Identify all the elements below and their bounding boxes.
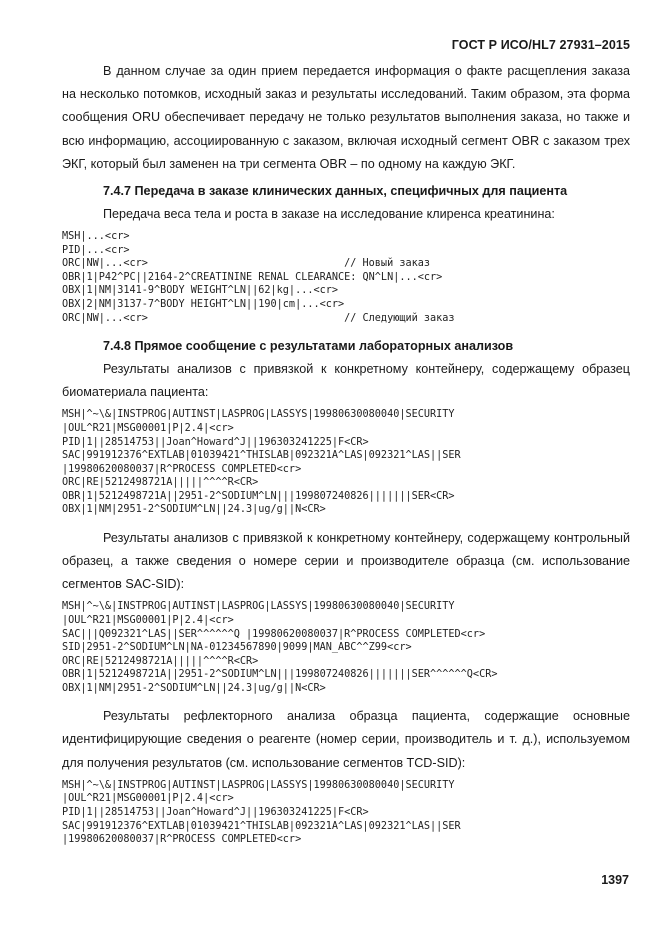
running-header: ГОСТ Р ИСО/HL7 27931–2015 [451, 38, 630, 52]
page-number: 1397 [601, 873, 629, 887]
code-block-reflex-analysis: MSH|^~\&|INSTPROG|AUTINST|LASPROG|LASSYS|19980630080040|SECURITY |OUL^R21|MSG00001|P|2.4|<cr> PID|1||28514753||Joan^Howard^J||196303241225|F<CR> SAC|991912376^EXTLAB|01039421^THISLAB|092321A^LAS|092321^LAS||SER |19980620080037|R^PROCESS COMPLETED<cr> [62, 779, 461, 846]
paragraph-control-sample: Результаты анализов с привязкой к конкретному контейнеру, содержащему контрольный образец, а также сведения о номере серии и производителе образца (см. использование сегментов SAC-SID): [62, 530, 630, 592]
paragraph-container-results: Результаты анализов с привязкой к конкретному контейнеру, содержащему образец биоматериала пациента: [62, 362, 630, 400]
paragraph-reflex-analysis: Результаты рефлекторного анализа образца пациента, содержащие основные идентифицирующие сведения о реагенте (номер серии, производитель и т. д.), используемом для получения результатов (см. использование сегментов TCD-SID): [62, 709, 630, 770]
section-heading-7-4-8: 7.4.8 Прямое сообщение с результатами лабораторных анализов [103, 339, 514, 354]
code-block-clearance-order: MSH|...<cr> PID|...<cr> ORC|NW|...<cr> // Новый заказ OBR|1|P42^PC||2164-2^CREATININE RENAL CLEARANCE: QN^LN|...<cr> OBX|1|NM|3141-9^BODY WEIGHT^LN||62|kg|...<cr> OBX|2|NM|3137-7^BODY HEIGHT^LN||190|cm|...<cr> ORC|NW|...<cr> // Следующий заказ [62, 231, 455, 324]
code-block-patient-sample: MSH|^~\&|INSTPROG|AUTINST|LASPROG|LASSYS|19980630080040|SECURITY |OUL^R21|MSG00001|P|2.4|<cr> PID|1||28514753||Joan^Howard^J||196303241225|F<CR> SAC|991912376^EXTLAB|01039421^THISLAB|092321A^LAS|092321^LAS||SER |19980620080037|R^PROCESS COMPLETED<cr> ORC|RE|5212498721A|||||^^^^R<CR> OBR|1|5212498721A||2951-2^SODIUM^LN|||199807240826|||||||SER<CR> OBX|1|NM|2951-2^SODIUM^LN||24.3|ug/g||N<CR> [62, 409, 461, 516]
paragraph-weight-height: Передача веса тела и роста в заказе на исследование клиренса креатинина: [103, 207, 555, 222]
section-heading-7-4-7: 7.4.7 Передача в заказе клинических данных, специфичных для пациента [103, 184, 568, 199]
paragraph-order-split: В данном случае за один прием передается информация о факте расщепления заказа на несколько потомков, исходный заказ и результаты исследований. Таким образом, эта форма сообщения ORU обеспечивает передачу не только результатов выполнения заказа, но также и всю информацию, ассоциированную с заказом, включая исходный сегмент OBR с заказом трех ЭКГ, который был заменен на три сегмента OBR – по одному на каждую ЭКГ. [62, 64, 630, 171]
code-block-control-sample: MSH|^~\&|INSTPROG|AUTINST|LASPROG|LASSYS|19980630080040|SECURITY |OUL^R21|MSG00001|P|2.4|<cr> SAC|||Q092321^LAS||SER^^^^^^Q |19980620080037|R^PROCESS COMPLETED<cr> SID|2951-2^SODIUM^LN|NA-01234567890|9099|MAN_ABC^^Z99<cr> ORC|RE|5212498721A|||||^^^^R<CR> OBR|1|5212498721A||2951-2^SODIUM^LN|||199807240826|||||||SER^^^^^^Q<CR> OBX|1|NM|2951-2^SODIUM^LN||24.3|ug/g||N<CR> [62, 601, 498, 694]
page-content [62, 60, 630, 847]
